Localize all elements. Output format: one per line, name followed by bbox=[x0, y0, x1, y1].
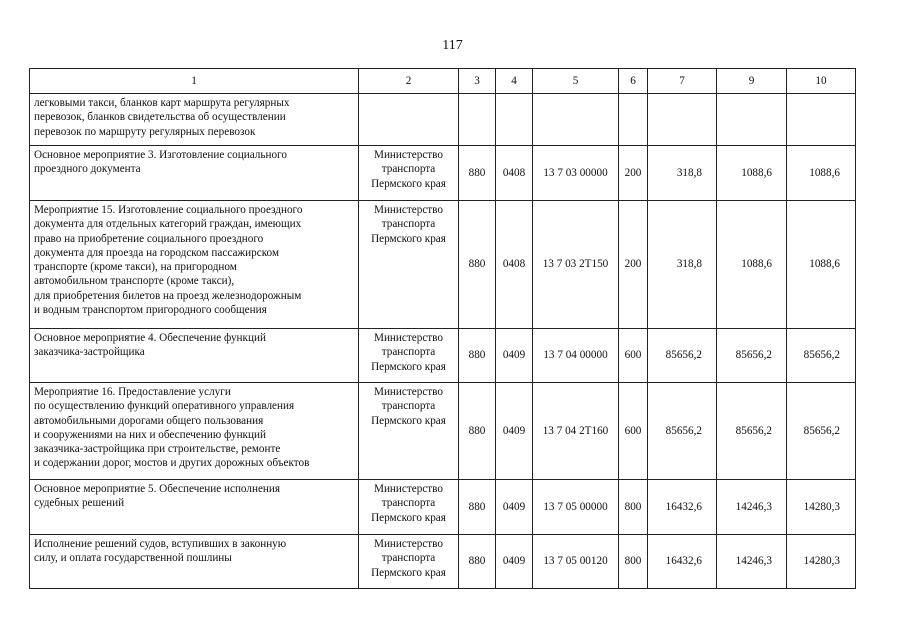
organization-line: Пермского края bbox=[371, 360, 446, 373]
amount-col9-cell: 14246,3 bbox=[717, 535, 787, 589]
organization-line: Министерство bbox=[374, 483, 443, 495]
table-header-row bbox=[30, 69, 856, 94]
organization-cell bbox=[359, 383, 459, 480]
activity-name-cell bbox=[30, 201, 359, 329]
header-cell-7: 7 bbox=[648, 69, 717, 94]
section-code-cell: 0408 bbox=[496, 146, 533, 201]
organization-line: Министерство bbox=[374, 538, 443, 550]
activity-name-line: право на приобретение социального проездного bbox=[34, 232, 264, 245]
ministry-code-cell: 880 bbox=[459, 383, 496, 480]
organization-line: Пермского края bbox=[371, 511, 446, 524]
target-article-cell: 13 7 03 2Т150 bbox=[533, 201, 619, 329]
activity-name-cell bbox=[30, 329, 359, 383]
activity-name-line: Основное мероприятие 5. Обеспечение исполнения bbox=[34, 483, 281, 495]
table-row bbox=[30, 480, 856, 535]
activity-name-line: судебных решений bbox=[34, 497, 125, 510]
table-row bbox=[30, 329, 856, 383]
amount-col10-cell: 14280,3 bbox=[787, 535, 856, 589]
activity-name-line: и сооружениями на них и обеспечению функций bbox=[34, 428, 266, 441]
organization-line: Пермского края bbox=[371, 177, 446, 190]
amount-col7-cell: 85656,2 bbox=[648, 383, 717, 480]
activity-name-line: автомобильными дорогами общего пользования bbox=[34, 414, 264, 427]
expense-type-cell: 200 bbox=[619, 146, 648, 201]
activity-name-line: Основное мероприятие 3. Изготовление социального bbox=[34, 149, 287, 161]
activity-name-cell bbox=[30, 480, 359, 535]
activity-name-line: для приобретения билетов на проезд железнодорожным bbox=[34, 289, 302, 302]
table-row bbox=[30, 146, 856, 201]
ministry-code-cell: 880 bbox=[459, 201, 496, 329]
activity-name-line: заказчика-застройщика bbox=[34, 346, 145, 359]
target-article-cell: 13 7 04 2Т160 bbox=[533, 383, 619, 480]
target-article-cell: 13 7 04 00000 bbox=[533, 329, 619, 383]
section-code-cell: 0409 bbox=[496, 329, 533, 383]
activity-name-line: автомобильном транспорте (кроме такси), bbox=[34, 275, 235, 288]
amount-col9-cell: 14246,3 bbox=[717, 480, 787, 535]
activity-name-line: Мероприятие 16. Предоставление услуги bbox=[34, 386, 231, 398]
activity-name-line: перевозок, бланков свидетельства об осуществлении bbox=[34, 111, 286, 124]
activity-name-line: заказчика-застройщика при строительстве, ремонте bbox=[34, 443, 281, 456]
amount-col10-cell: 85656,2 bbox=[787, 329, 856, 383]
amount-col7-cell: 318,8 bbox=[648, 146, 717, 201]
amount-col9-cell bbox=[717, 94, 787, 146]
organization-line: транспорта bbox=[381, 552, 436, 565]
target-article-cell: 13 7 05 00000 bbox=[533, 480, 619, 535]
organization-cell bbox=[359, 535, 459, 589]
expense-type-cell: 800 bbox=[619, 480, 648, 535]
table-row bbox=[30, 94, 856, 146]
target-article-cell: 13 7 05 00120 bbox=[533, 535, 619, 589]
expense-type-cell bbox=[619, 94, 648, 146]
activity-name-line: проездного документа bbox=[34, 163, 141, 176]
ministry-code-cell bbox=[459, 94, 496, 146]
organization-line: транспорта bbox=[381, 218, 436, 231]
amount-col7-cell: 16432,6 bbox=[648, 535, 717, 589]
amount-col9-cell: 1088,6 bbox=[717, 146, 787, 201]
target-article-cell bbox=[533, 94, 619, 146]
header-cell-3: 3 bbox=[459, 69, 496, 94]
organization-line: Министерство bbox=[374, 204, 443, 216]
organization-line: Министерство bbox=[374, 386, 443, 398]
activity-name-line: и содержании дорог, мостов и других дорожных объектов bbox=[34, 457, 310, 470]
table-row bbox=[30, 383, 856, 480]
organization-line: транспорта bbox=[381, 497, 436, 510]
ministry-code-cell: 880 bbox=[459, 535, 496, 589]
activity-name-line: по осуществлению функций оперативного управления bbox=[34, 400, 295, 413]
expense-type-cell: 200 bbox=[619, 201, 648, 329]
activity-name-line: перевозок по маршруту регулярных перевозок bbox=[34, 125, 256, 138]
header-cell-5: 5 bbox=[533, 69, 619, 94]
organization-cell bbox=[359, 146, 459, 201]
amount-col7-cell: 85656,2 bbox=[648, 329, 717, 383]
header-cell-9: 9 bbox=[717, 69, 787, 94]
organization-line: транспорта bbox=[381, 346, 436, 359]
header-cell-6: 6 bbox=[619, 69, 648, 94]
organization-line: транспорта bbox=[381, 163, 436, 176]
activity-name-line: силу, и оплата государственной пошлины bbox=[34, 552, 232, 565]
organization-line: Пермского края bbox=[371, 566, 446, 579]
amount-col7-cell: 16432,6 bbox=[648, 480, 717, 535]
organization-line: Министерство bbox=[374, 149, 443, 161]
organization-line: Пермского края bbox=[371, 232, 446, 245]
activity-name-line: и водным транспортом пригородного сообщения bbox=[34, 304, 267, 317]
activity-name-line: Основное мероприятие 4. Обеспечение функций bbox=[34, 332, 266, 344]
activity-name-line: Исполнение решений судов, вступивших в законную bbox=[34, 538, 287, 550]
header-cell-4: 4 bbox=[496, 69, 533, 94]
budget-table bbox=[29, 68, 856, 589]
ministry-code-cell: 880 bbox=[459, 480, 496, 535]
table-body bbox=[30, 69, 856, 589]
header-cell-1: 1 bbox=[30, 69, 359, 94]
expense-type-cell: 600 bbox=[619, 383, 648, 480]
organization-line: Пермского края bbox=[371, 414, 446, 427]
activity-name-cell bbox=[30, 94, 359, 146]
activity-name-cell bbox=[30, 535, 359, 589]
header-cell-2: 2 bbox=[359, 69, 459, 94]
ministry-code-cell: 880 bbox=[459, 329, 496, 383]
activity-name-line: документа для отдельных категорий граждан, имеющих bbox=[34, 218, 302, 231]
amount-col9-cell: 1088,6 bbox=[717, 201, 787, 329]
header-cell-10: 10 bbox=[787, 69, 856, 94]
amount-col7-cell: 318,8 bbox=[648, 201, 717, 329]
amount-col10-cell bbox=[787, 94, 856, 146]
table-row bbox=[30, 201, 856, 329]
activity-name-line: Мероприятие 15. Изготовление социального проездного bbox=[34, 204, 303, 216]
organization-cell bbox=[359, 480, 459, 535]
activity-name-line: легковыми такси, бланков карт маршрута регулярных bbox=[34, 97, 290, 109]
section-code-cell: 0408 bbox=[496, 201, 533, 329]
expense-type-cell: 800 bbox=[619, 535, 648, 589]
amount-col10-cell: 14280,3 bbox=[787, 480, 856, 535]
organization-line: Министерство bbox=[374, 332, 443, 344]
amount-col10-cell: 1088,6 bbox=[787, 146, 856, 201]
page-number: 117 bbox=[442, 38, 463, 53]
organization-line: транспорта bbox=[381, 400, 436, 413]
table-row bbox=[30, 535, 856, 589]
organization-cell bbox=[359, 201, 459, 329]
section-code-cell: 0409 bbox=[496, 480, 533, 535]
section-code-cell bbox=[496, 94, 533, 146]
expense-type-cell: 600 bbox=[619, 329, 648, 383]
activity-name-line: документа для проезда на городском пассажирском bbox=[34, 246, 280, 259]
activity-name-line: транспорте (кроме такси), на пригородном bbox=[34, 261, 237, 274]
amount-col10-cell: 1088,6 bbox=[787, 201, 856, 329]
ministry-code-cell: 880 bbox=[459, 146, 496, 201]
activity-name-cell bbox=[30, 383, 359, 480]
organization-cell bbox=[359, 329, 459, 383]
amount-col9-cell: 85656,2 bbox=[717, 329, 787, 383]
amount-col10-cell: 85656,2 bbox=[787, 383, 856, 480]
organization-cell bbox=[359, 94, 459, 146]
target-article-cell: 13 7 03 00000 bbox=[533, 146, 619, 201]
amount-col7-cell bbox=[648, 94, 717, 146]
activity-name-cell bbox=[30, 146, 359, 201]
section-code-cell: 0409 bbox=[496, 383, 533, 480]
section-code-cell: 0409 bbox=[496, 535, 533, 589]
amount-col9-cell: 85656,2 bbox=[717, 383, 787, 480]
